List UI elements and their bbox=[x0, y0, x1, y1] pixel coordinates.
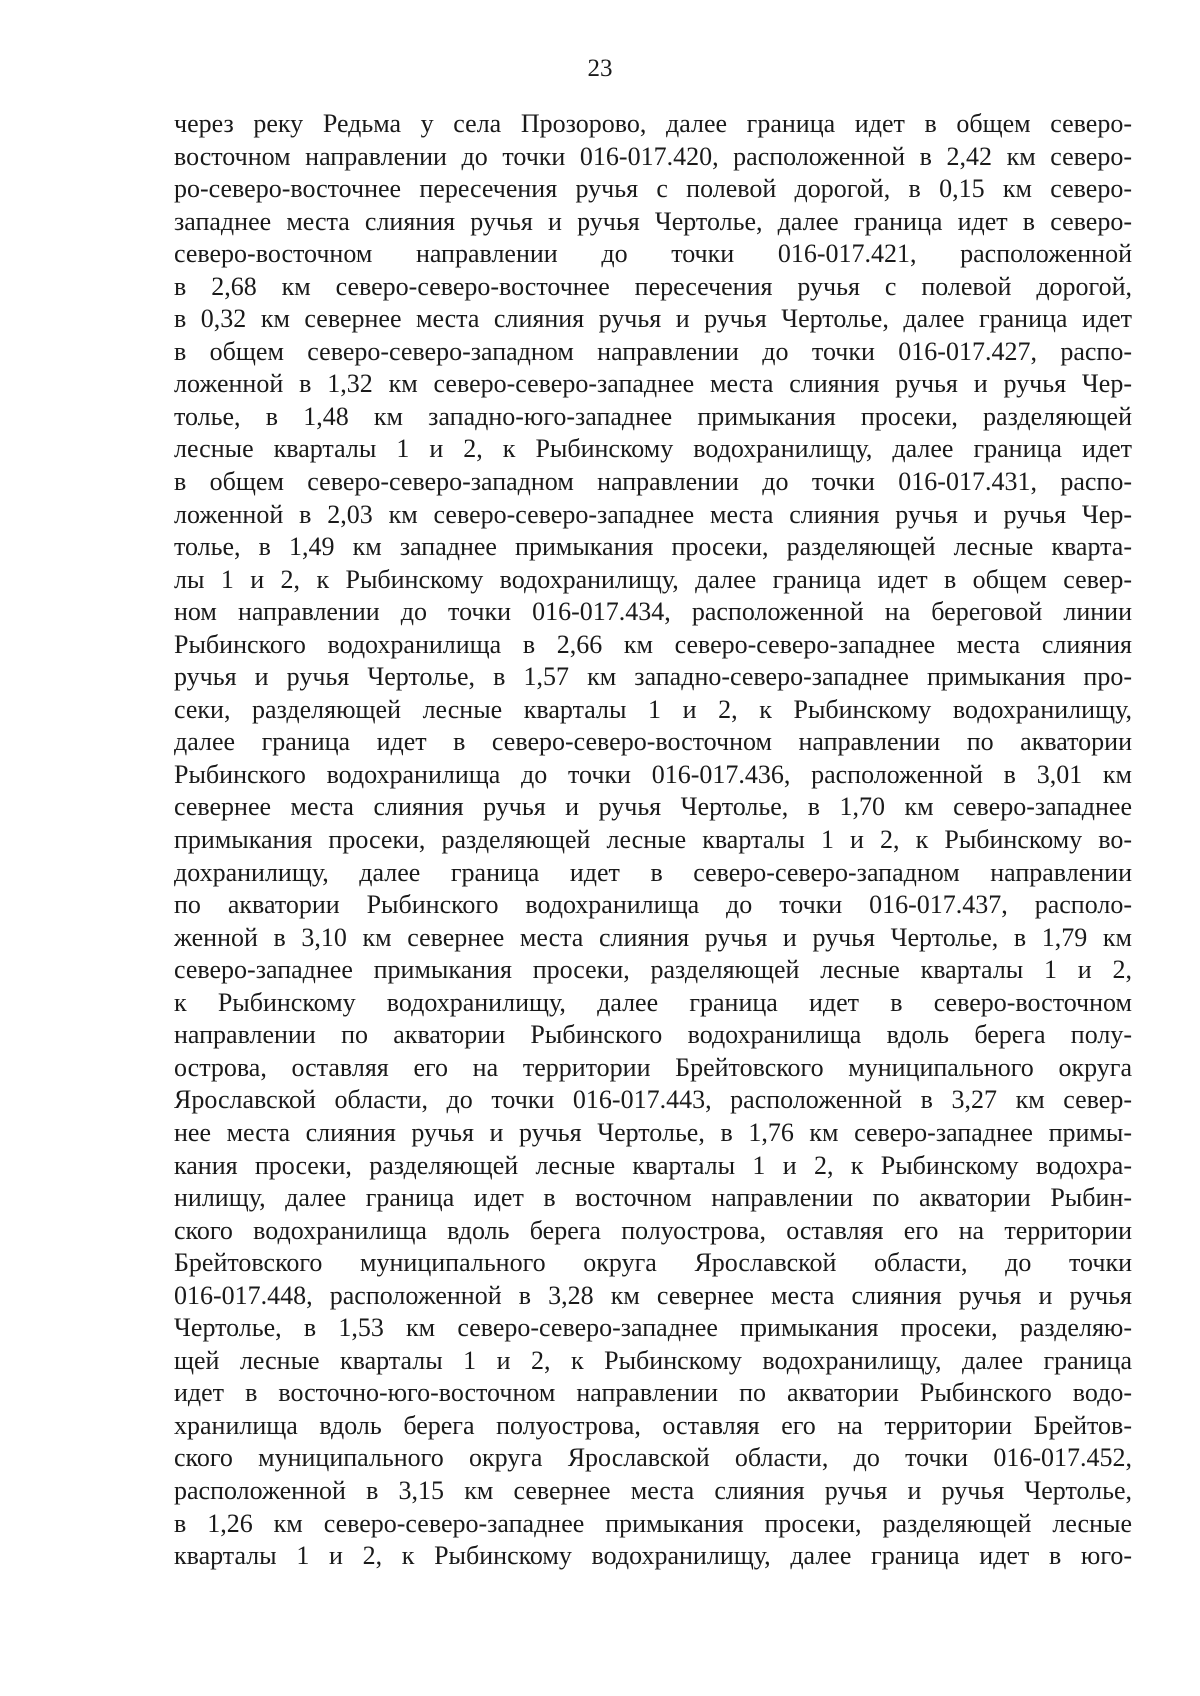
text-line: Ярославской области, до точки 016-017.443, расположенной в 3,27 км север- bbox=[174, 1085, 1132, 1115]
page-number: 23 bbox=[587, 55, 613, 82]
text-line: восточном направлении до точки 016-017.420, расположенной в 2,42 км северо- bbox=[174, 141, 1132, 171]
text-line: Рыбинского водохранилища в 2,66 км северо-северо-западнее места слияния bbox=[174, 629, 1132, 659]
text-line: лесные кварталы 1 и 2, к Рыбинскому водохранилищу, далее граница идет bbox=[174, 434, 1132, 464]
text-line: Брейтовского муниципального округа Ярославской области, до точки bbox=[174, 1248, 1132, 1278]
text-line: кания просеки, разделяющей лесные кварталы 1 и 2, к Рыбинскому водохра- bbox=[174, 1150, 1132, 1180]
text-line: идет в восточно-юго-восточном направлении по акватории Рыбинского водо- bbox=[174, 1378, 1132, 1408]
text-line: щей лесные кварталы 1 и 2, к Рыбинскому водохранилищу, далее граница bbox=[174, 1345, 1132, 1375]
text-line: по акватории Рыбинского водохранилища до точки 016-017.437, располо- bbox=[174, 890, 1132, 920]
text-line: западнее места слияния ручья и ручья Чертолье, далее граница идет в северо- bbox=[174, 206, 1132, 236]
text-line: кварталы 1 и 2, к Рыбинскому водохранилищу, далее граница идет в юго- bbox=[174, 1541, 1132, 1571]
text-line: примыкания просеки, разделяющей лесные кварталы 1 и 2, к Рыбинскому во- bbox=[174, 825, 1132, 855]
text-line: ручья и ручья Чертолье, в 1,57 км западно-северо-западнее примыкания про- bbox=[174, 662, 1132, 692]
text-line: женной в 3,10 км севернее места слияния ручья и ручья Чертолье, в 1,79 км bbox=[174, 922, 1132, 952]
text-line: к Рыбинскому водохранилищу, далее граница идет в северо-восточном bbox=[174, 987, 1132, 1017]
text-line: в общем северо-северо-западном направлении до точки 016-017.431, распо- bbox=[174, 467, 1132, 497]
text-line: в 1,26 км северо-северо-западнее примыкания просеки, разделяющей лесные bbox=[174, 1508, 1132, 1538]
text-line: севернее места слияния ручья и ручья Чертолье, в 1,70 км северо-западнее bbox=[174, 792, 1132, 822]
text-line: 016-017.448, расположенной в 3,28 км севернее места слияния ручья и ручья bbox=[174, 1280, 1132, 1310]
text-line: ном направлении до точки 016-017.434, расположенной на береговой линии bbox=[174, 597, 1132, 627]
text-line: толье, в 1,48 км западно-юго-западнее примыкания просеки, разделяющей bbox=[174, 401, 1132, 431]
text-line: нее места слияния ручья и ручья Чертолье, в 1,76 км северо-западнее примы- bbox=[174, 1117, 1132, 1147]
text-line: северо-восточном направлении до точки 016-017.421, расположенной bbox=[174, 239, 1132, 269]
text-line: в общем северо-северо-западном направлении до точки 016-017.427, распо- bbox=[174, 336, 1132, 366]
text-line: дохранилищу, далее граница идет в северо-северо-западном направлении bbox=[174, 857, 1132, 887]
text-line: расположенной в 3,15 км севернее места слияния ручья и ручья Чертолье, bbox=[174, 1475, 1132, 1505]
text-line: толье, в 1,49 км западнее примыкания просеки, разделяющей лесные кварта- bbox=[174, 532, 1132, 562]
text-line: ского водохранилища вдоль берега полуострова, оставляя его на территории bbox=[174, 1215, 1132, 1245]
text-line: через реку Редьма у села Прозорово, далее граница идет в общем северо- bbox=[174, 109, 1132, 138]
text-line: в 2,68 км северо-северо-восточнее пересечения ручья с полевой дорогой, bbox=[174, 271, 1132, 301]
text-line: ложенной в 1,32 км северо-северо-западнее места слияния ручья и ручья Чер- bbox=[174, 369, 1132, 399]
text-line: ложенной в 2,03 км северо-северо-западнее места слияния ручья и ручья Чер- bbox=[174, 499, 1132, 529]
text-line: секи, разделяющей лесные кварталы 1 и 2, к Рыбинскому водохранилищу, bbox=[174, 694, 1132, 724]
text-line: направлении по акватории Рыбинского водохранилища вдоль берега полу- bbox=[174, 1020, 1132, 1050]
text-line: северо-западнее примыкания просеки, разделяющей лесные кварталы 1 и 2, bbox=[174, 955, 1132, 985]
text-line: нилищу, далее граница идет в восточном направлении по акватории Рыбин- bbox=[174, 1183, 1132, 1213]
text-line: ро-северо-восточнее пересечения ручья с полевой дорогой, в 0,15 км северо- bbox=[174, 174, 1132, 204]
text-line: Чертолье, в 1,53 км северо-северо-западнее примыкания просеки, разделяю- bbox=[174, 1313, 1132, 1343]
text-line: лы 1 и 2, к Рыбинскому водохранилищу, далее граница идет в общем север- bbox=[174, 564, 1132, 594]
text-line: острова, оставляя его на территории Брейтовского муниципального округа bbox=[174, 1052, 1132, 1082]
text-line: ского муниципального округа Ярославской области, до точки 016-017.452, bbox=[174, 1443, 1132, 1473]
body-text bbox=[174, 108, 1132, 1573]
text-line: далее граница идет в северо-северо-восточном направлении по акватории bbox=[174, 727, 1132, 757]
text-line: в 0,32 км севернее места слияния ручья и ручья Чертолье, далее граница идет bbox=[174, 304, 1132, 334]
text-line: хранилища вдоль берега полуострова, оставляя его на территории Брейтов- bbox=[174, 1410, 1132, 1440]
text-line: Рыбинского водохранилища до точки 016-017.436, расположенной в 3,01 км bbox=[174, 759, 1132, 789]
